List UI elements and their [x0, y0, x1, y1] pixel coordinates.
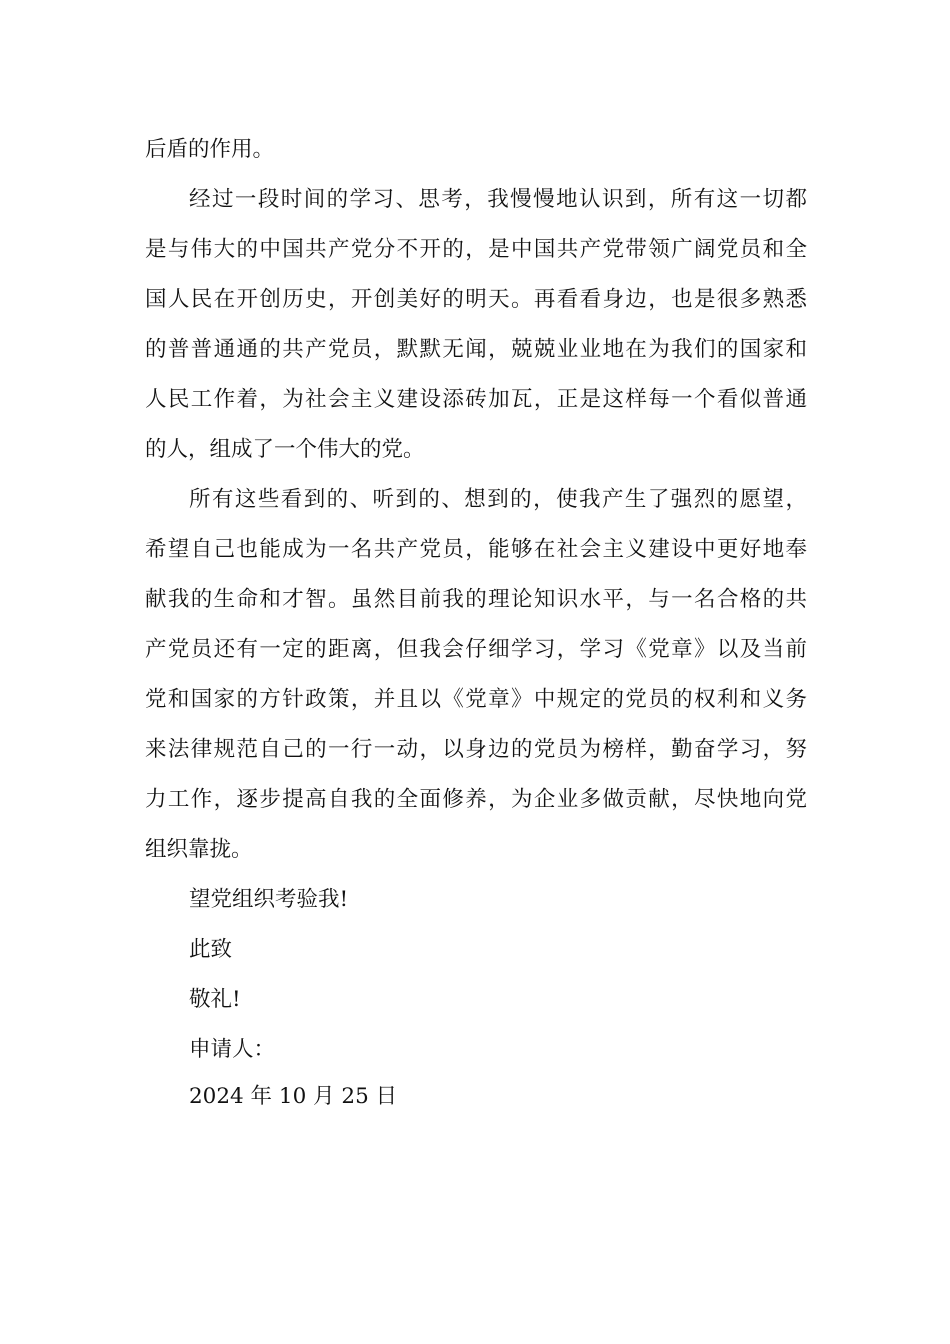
date-line: 2024 年 10 月 25 日 — [189, 1084, 398, 1109]
text-line: 献我的生命和才智。虽然目前我的理论知识水平，与一名合格的共 — [145, 587, 807, 612]
text-line: 是与伟大的中国共产党分不开的，是中国共产党带领广阔党员和全 — [145, 237, 807, 262]
text-line: 力工作，逐步提高自我的全面修养，为企业多做贡献，尽快地向党 — [145, 787, 807, 812]
closing-line: 望党组织考验我! — [189, 887, 349, 912]
text-line: 产党员还有一定的距离，但我会仔细学习，学习《党章》以及当前 — [145, 637, 807, 662]
text-line: 来法律规范自己的一行一动，以身边的党员为榜样，勤奋学习，努 — [145, 737, 807, 762]
text-line: 人民工作着，为社会主义建设添砖加瓦，正是这样每一个看似普通 — [145, 387, 807, 412]
text-line: 组织靠拢。 — [145, 837, 253, 862]
text-line: 国人民在开创历史，开创美好的明天。再看看身边，也是很多熟悉 — [145, 287, 807, 312]
salutation-line: 敬礼! — [189, 987, 241, 1012]
text-line: 的普普通通的共产党员，默默无闻，兢兢业业地在为我们的国家和 — [145, 337, 807, 362]
text-line: 党和国家的方针政策，并且以《党章》中规定的党员的权利和义务 — [145, 687, 807, 712]
salutation-line: 此致 — [189, 937, 233, 962]
text-line: 所有这些看到的、听到的、想到的，使我产生了强烈的愿望， — [189, 487, 807, 512]
text-line: 希望自己也能成为一名共产党员，能够在社会主义建设中更好地奉 — [145, 537, 807, 562]
text-line: 后盾的作用。 — [145, 137, 275, 162]
text-line: 的人，组成了一个伟大的党。 — [145, 437, 425, 462]
text-line: 经过一段时间的学习、思考，我慢慢地认识到，所有这一切都 — [189, 187, 807, 212]
applicant-label: 申请人： — [189, 1037, 276, 1062]
